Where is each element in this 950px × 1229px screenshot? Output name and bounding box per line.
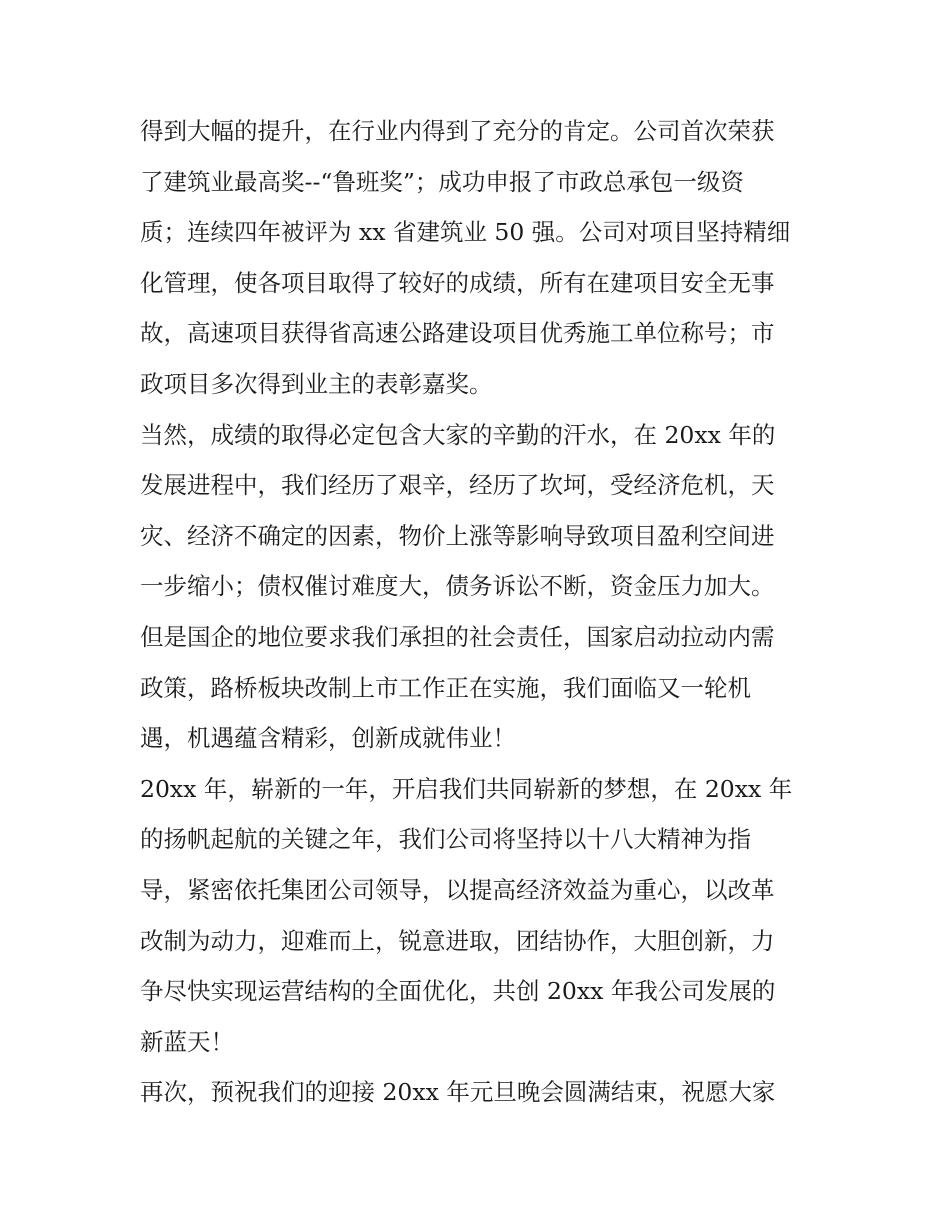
text-line: 政策，路桥板块改制上市工作正在实施，我们面临又一轮机 <box>140 673 751 702</box>
text-line: 导，紧密依托集团公司领导，以提高经济效益为重心，以改革 <box>140 875 775 904</box>
text-line: 政项目多次得到业主的表彰嘉奖。 <box>140 369 493 398</box>
text-line: 再次，预祝我们的迎接 20xx 年元旦晚会圆满结束，祝愿大家 <box>140 1078 776 1107</box>
text-line: 新蓝天！ <box>140 1027 234 1056</box>
text-line: 20xx 年，崭新的一年，开启我们共同崭新的梦想，在 20xx 年 <box>140 774 793 803</box>
text-line: 遇，机遇蕴含精彩，创新成就伟业！ <box>140 724 516 753</box>
text-line: 得到大幅的提升，在行业内得到了充分的肯定。公司首次荣获 <box>140 117 775 145</box>
text-line: 化管理，使各项目取得了较好的成绩，所有在建项目安全无事 <box>140 268 775 297</box>
text-line: 发展进程中，我们经历了艰辛，经历了坎坷，受经济危机，天 <box>140 471 775 500</box>
text-line: 故，高速项目获得省高速公路建设项目优秀施工单位称号；市 <box>140 319 775 348</box>
text-line: 质；连续四年被评为 xx 省建筑业 50 强。公司对项目坚持精细 <box>140 218 791 247</box>
body-text <box>140 106 820 1118</box>
text-line: 改制为动力，迎难而上，锐意进取，团结协作，大胆创新，力 <box>140 926 775 955</box>
text-line: 但是国企的地位要求我们承担的社会责任，国家启动拉动内需 <box>140 622 775 651</box>
text-line: 的扬帆起航的关键之年，我们公司将坚持以十八大精神为指 <box>140 825 751 854</box>
text-line: 灾、经济不确定的因素，物价上涨等影响导致项目盈利空间进 <box>140 521 775 550</box>
text-line: 争尽快实现运营结构的全面优化，共创 20xx 年我公司发展的 <box>140 977 776 1006</box>
text-line: 了建筑业最高奖--“鲁班奖”；成功申报了市政总承包一级资 <box>140 167 744 196</box>
text-line: 一步缩小；债权催讨难度大，债务诉讼不断，资金压力加大。 <box>140 572 775 601</box>
text-line: 当然，成绩的取得必定包含大家的辛勤的汗水，在 20xx 年的 <box>140 420 776 449</box>
